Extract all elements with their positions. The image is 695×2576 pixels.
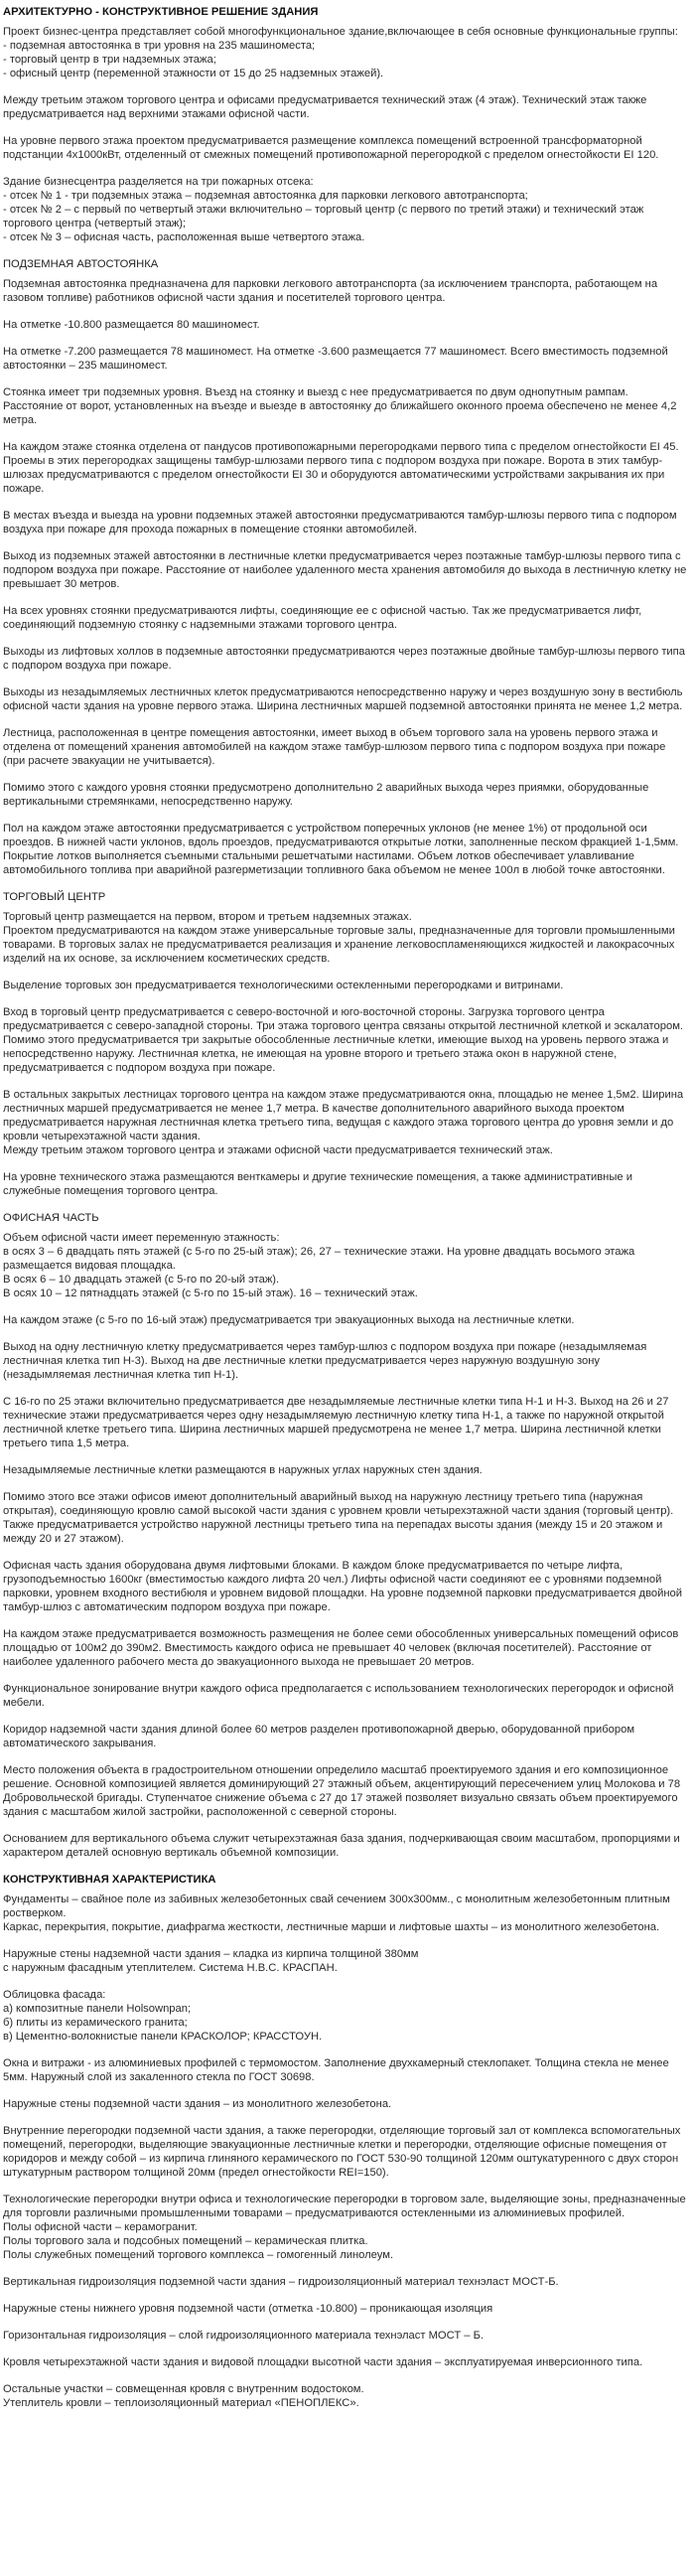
paragraph-line: Кровля четырехэтажной части здания и видовой площадки высотной части здания – эксплуатируемая инверсионного типа. (3, 2356, 643, 2368)
paragraph-line: Между третьим этажом торгового центра и этажами офисной части предусматривается технический этаж. (3, 1144, 553, 1156)
paragraph-line: Вход в торговый центр предусматривается с северо-восточной и юго-восточной стороны. Загрузка торгового центра предусматривается с северо-западной стороны. Три этажа торгового центра связаны открытой лестничной клеткой и эскалатором. Помимо этого предусматривается три закрытые обособленные лестничные клетки, имеющие выход на уровень первого этажа и непосредственно наружу. Лестничная клетка, не имеющая на уровне второго и третьего этажа окон в наружной стене, предусматривается с подпором воздуха при пожаре. (3, 1006, 684, 1074)
paragraph-line: Офисная часть здания оборудована двумя лифтовыми блоками. В каждом блоке предусматривается по четыре лифта, грузоподъемностью 1600кг (вместимостью каждого лифта 20 чел.) Лифты офисной части соединяют ее с уровнями подземной парковки, уровнем входного вестибюля и уровнем видовой площадки. На уровне подземной парковки предусматривается двойной тамбур-шлюз с автоматическим подпором воздуха при пожаре. (3, 1560, 683, 1613)
paragraph-line: - офисный центр (переменной этажности от 15 до 25 надземных этажей). (3, 68, 384, 79)
paragraph-line: Здание бизнесцентра разделяется на три пожарных отсека: (3, 176, 314, 188)
paragraph (3, 2056, 687, 2084)
paragraph-line: Пол на каждом этаже автостоянки предусматривается с устройством поперечных уклонов (не менее 1%) от продольной оси проездов. В нижней части уклонов, вдоль проездов, предусматриваются открытые лотки, заполненные песком фракцией 1-1,5мм. Покрытие лотков выполняется съемными стальными решетчатыми настилами. Объем лотков обеспечивает улавливание автомобильного топлива при аварийной разгерметизации топливного бака объемом не менее 100л в любой точке автостоянки. (3, 823, 679, 876)
section-heading: КОНСТРУКТИВНАЯ ХАРАКТЕРИСТИКА (3, 1874, 216, 1886)
paragraph-line: Фундаменты – свайное поле из забивных железобетонных свай сечением 300х300мм., с монолитным железобетонным плитным ростверком. (3, 1894, 670, 1919)
paragraph-line: На уровне технического этажа размещаются венткамеры и другие технические помещения, а также административные и служебные помещения торгового центра. (3, 1171, 632, 1197)
paragraph (3, 1832, 687, 1860)
paragraph-line: Утеплитель кровли – теплоизоляционный материал «ПЕНОПЛЕКС». (3, 2397, 359, 2409)
paragraph (3, 1988, 687, 2044)
paragraph (3, 509, 687, 536)
subsection-heading: ПОДЗЕМНАЯ АВТОСТОЯНКА (3, 258, 159, 270)
paragraph (3, 910, 687, 966)
paragraph-line: - торговый центр в три надземных этажа; (3, 54, 216, 66)
paragraph (3, 781, 687, 809)
paragraph (3, 685, 687, 713)
paragraph (3, 1005, 687, 1075)
paragraph-line: На каждом этаже (с 5-го по 16-ый этаж) предусматривается три эвакуационных выхода на лестничные клетки. (3, 1314, 575, 1326)
paragraph (3, 726, 687, 768)
paragraph-line: Выделение торговых зон предусматривается технологическими остекленными перегородками и витринами. (3, 980, 564, 991)
paragraph-line: В остальных закрытых лестницах торгового центра на каждом этаже предусматриваются окна, площадью не менее 1,5м2. Ширина лестничных маршей предусматривается не менее 1,7 метра. В качестве дополнительного аварийного выхода проектом предусматривается наружная лестничная клетка третьего типа, ведущая с каждого этажа торгового центра до уровня земли и до кровли четырехэтажной части здания. (3, 1089, 684, 1142)
paragraph-line: Наружные стены надземной части здания – кладка из кирпича толщиной 380мм (3, 1948, 419, 1960)
paragraph (3, 2302, 687, 2316)
paragraph (3, 1395, 687, 1450)
paragraph-line: Помимо этого все этажи офисов имеют дополнительный аварийный выход на наружную лестницу третьего типа (наружная открытая), соединяющую кровлю самой высокой части здания с уровнем кровли четырехэтажной части здания (торговый центр). Также предусматривается устройство наружной лестницы третьего типа на перепадах высоты здания (между 15 и 20 этажом и между 20 и 27 этажом). (3, 1491, 674, 1545)
paragraph (3, 93, 687, 121)
paragraph-line: Облицовка фасада: (3, 1989, 106, 2001)
paragraph-line: Подземная автостоянка предназначена для парковки легкового автотранспорта (за исключением транспорта, работающем на газовом топливе) работников офисной части здания и посетителей торгового центра. (3, 278, 658, 304)
paragraph (3, 822, 687, 877)
paragraph (3, 1463, 687, 1477)
paragraph-line: Помимо этого с каждого уровня стоянки предусмотрено дополнительно 2 аварийных выхода через приямки, оборудованные вертикальными стремянками, непосредственно наружу. (3, 782, 649, 808)
paragraph-line: Полы офисной части – керамогранит. (3, 2221, 198, 2233)
paragraph-line: На отметке -10.800 размещается 80 машиномест. (3, 319, 260, 331)
paragraph (3, 318, 687, 332)
paragraph (3, 2124, 687, 2180)
paragraph-line: Между третьим этажом торгового центра и офисами предусматривается технический этаж (4 этаж). Технический этаж также предусматривается над верхними этажами офисной части. (3, 94, 647, 120)
paragraph-line: В местах въезда и выезда на уровни подземных этажей автостоянки предусматриваются тамбур-шлюзы первого типа с подпором воздуха при пожаре для прохода пожарных в помещение стоянки автомобилей. (3, 510, 677, 535)
paragraph-line: Коридор надземной части здания длиной более 60 метров разделен противопожарной дверью, оборудованной прибором автоматического закрывания. (3, 1724, 635, 1749)
paragraph-line: Незадымляемые лестничные клетки размещаются в наружных углах наружных стен здания. (3, 1464, 483, 1476)
paragraph (3, 25, 687, 80)
subsection-heading: ТОРГОВЫЙ ЦЕНТР (3, 891, 106, 903)
paragraph (3, 134, 687, 162)
paragraph (3, 549, 687, 591)
paragraph-line: Остальные участки – совмещенная кровля с внутренним водостоком. (3, 2383, 364, 2395)
paragraph-line: Технологические перегородки внутри офиса и технологические перегородки в торговом зале, выделяющие зоны, предназначенные для торговли различными промышленными товарами – предусматриваются остекленными из алюминиевых профилей. (3, 2194, 686, 2219)
paragraph (3, 345, 687, 373)
paragraph-line: На каждом этаже предусматривается возможность размещения не более семи обособленных универсальных помещений офисов площадью от 100м2 до 390м2. Вместимость каждого офиса не превышает 40 человек (включая посетителей). Расстояние от наиболее удаленного рабочего места до эвакуационного выхода не превышает 20 метров. (3, 1628, 679, 1668)
paragraph (3, 2193, 687, 2262)
paragraph-line: в осях 3 – 6 двадцать пять этажей (с 5-го по 25-ый этаж); 26, 27 – технические этажи. На уровне двадцать восьмого этажа размещается видовая площадка. (3, 1246, 635, 1272)
paragraph (3, 1170, 687, 1198)
paragraph-line: На всех уровнях стоянки предусматриваются лифты, соединяющие ее с офисной частью. Так же предусматривается лифт, соединяющий подземную стоянку с надземными этажами торгового центра. (3, 605, 642, 631)
paragraph (3, 1893, 687, 1934)
paragraph (3, 277, 687, 305)
paragraph-line: Полы торгового зала и подсобных помещений – керамическая плитка. (3, 2235, 368, 2247)
paragraph (3, 1088, 687, 1157)
paragraph (3, 1231, 687, 1300)
paragraph-line: Выход на одну лестничную клетку предусматривается через тамбур-шлюз с подпором воздуха при пожаре (незадымляемая лестничная клетка тип Н-3). Выход на две лестничные клетки предусматривается через наружную воздушную зону (незадымляемая лестничная клетка тип Н-1). (3, 1341, 647, 1381)
paragraph-line: - отсек № 1 - три подземных этажа – подземная автостоянка для парковки легкового автотранспорта; (3, 190, 528, 202)
paragraph (3, 645, 687, 673)
paragraph-line: Лестница, расположенная в центре помещения автостоянки, имеет выход в объем торгового зала на уровень первого этажа и отделена от помещений хранения автомобилей на каждом этаже тамбур-шлюзом первого типа с подпором воздуха при пожаре (при расчете эвакуации не учитывается). (3, 727, 666, 767)
paragraph-line: На каждом этаже стоянка отделена от пандусов противопожарными перегородками первого типа с пределом огнестойкости EI 45. Проемы в этих перегородках защищены тамбур-шлюзами первого типа с подпором воздуха при пожаре. Ворота в этих тамбур-шлюзах предусматриваются с пределом огнестойкости EI 30 и оборудуются автоматическими устройствами закрывания их при пожаре. (3, 441, 679, 495)
paragraph (3, 2382, 687, 2410)
paragraph-line: Наружные стены подземной части здания – из монолитного железобетона. (3, 2098, 392, 2110)
paragraph-line: В осях 6 – 10 двадцать этажей (с 5-го по 20-ый этаж). (3, 1274, 280, 1286)
section-heading: АРХИТЕКТУРНО - КОНСТРУКТИВНОЕ РЕШЕНИЕ ЗДАНИЯ (3, 6, 319, 18)
paragraph (3, 1947, 687, 1975)
paragraph-line: с наружным фасадным утеплителем. Система Н.В.С. КРАСПАН. (3, 1962, 338, 1974)
paragraph-line: Объем офисной части имеет переменную этажность: (3, 1232, 280, 1244)
paragraph (3, 2275, 687, 2289)
paragraph-line: Проект бизнес-центра представляет собой многофункциональное здание,включающее в себя основные функциональные группы: (3, 26, 678, 38)
paragraph (3, 1723, 687, 1750)
paragraph (3, 1559, 687, 1614)
paragraph-line: - подземная автостоянка в три уровня на 235 машиноместа; (3, 40, 316, 52)
paragraph (3, 2097, 687, 2111)
paragraph-line: Полы служебных помещений торгового комплекса – гомогенный линолеум. (3, 2249, 394, 2261)
paragraph-line: Стоянка имеет три подземных уровня. Въезд на стоянку и выезд с нее предусматривается по двум однопутным рампам. Расстояние от ворот, установленных на въезде и выезде в автостоянку до ближайшего оконного проема обеспечено не менее 4,2 метра. (3, 386, 677, 426)
paragraph (3, 175, 687, 244)
paragraph-line: Внутренние перегородки подземной части здания, а также перегородки, отделяющие торговый зал от комплекса вспомогательных помещений, перегородки, выделяющие эвакуационные лестничные клетки и перегородки, отделяющие офисные помещения от коридоров и между собой – из кирпича глиняного керамического по ГОСТ 530-90 толщиной 120мм оштукатуренного с двух сторон штукатурным раствором толщиной 20мм (предел огнестойкости REI=150). (3, 2125, 681, 2179)
paragraph (3, 2329, 687, 2343)
paragraph-line: Выход из подземных этажей автостоянки в лестничные клетки предусматривается через поэтажные тамбур-шлюзы первого типа с подпором воздуха при пожаре. Расстояние от наиболее удаленного места хранения автомобиля до выхода в лестничную клетку не превышает 30 метров. (3, 550, 687, 590)
paragraph-line: - отсек № 3 – офисная часть, расположенная выше четвертого этажа. (3, 231, 365, 243)
paragraph-line: б) плиты из керамического гранита; (3, 2017, 188, 2029)
paragraph-line: Наружные стены нижнего уровня подземной части (отметка -10.800) – проникающая изоляция (3, 2303, 493, 2315)
paragraph (3, 1340, 687, 1382)
paragraph-line: Выходы из лифтовых холлов в подземные автостоянки предусматриваются через поэтажные двойные тамбур-шлюзы первого типа с подпором воздуха при пожаре. (3, 646, 685, 672)
paragraph-line: Основанием для вертикального объема служит четырехэтажная база здания, подчеркивающая своим масштабом, пропорциями и характером деталей основную вертикаль объемной композиции. (3, 1833, 680, 1859)
paragraph-line: Горизонтальная гидроизоляция – слой гидроизоляционного материала технэласт МОСТ – Б. (3, 2330, 485, 2342)
subsection-heading: ОФИСНАЯ ЧАСТЬ (3, 1212, 99, 1224)
paragraph-line: Функциональное зонирование внутри каждого офиса предполагается с использованием технологических перегородок и офисной мебели. (3, 1683, 674, 1709)
paragraph (3, 1627, 687, 1669)
paragraph (3, 1490, 687, 1546)
paragraph (3, 979, 687, 992)
paragraph-line: Окна и витражи - из алюминиевых профилей с термомостом. Заполнение двухкамерный стеклопакет. Толщина стекла не менее 5мм. Наружный слой из закаленного стекла по ГОСТ 30698. (3, 2057, 669, 2083)
paragraph (3, 604, 687, 632)
paragraph-line: Выходы из незадымляемых лестничных клеток предусматриваются непосредственно наружу и через воздушную зону в вестибюль офисной части здания на уровне первого этажа. Ширина лестничных маршей подземной автостоянки принята не менее 1,2 метра. (3, 686, 683, 712)
paragraph-line: В осях 10 – 12 пятнадцать этажей (с 5-го по 15-ый этаж). 16 – технический этаж. (3, 1288, 418, 1299)
paragraph-line: а) композитные панели Holsownpan; (3, 2003, 192, 2015)
paragraph-line: Торговый центр размещается на первом, втором и третьем надземных этажах. (3, 911, 412, 923)
paragraph (3, 2355, 687, 2369)
paragraph-line: Каркас, перекрытия, покрытие, диафрагма жесткости, лестничные марши и лифтовые шахты – из монолитного железобетона. (3, 1921, 660, 1933)
paragraph (3, 1763, 687, 1819)
paragraph-line: - отсек № 2 – с первый по четвертый этажи включительно – торговый центр (с первого по третий этажи) и технический этаж торгового центра (четвертый этаж); (3, 204, 644, 229)
paragraph-line: Место положения объекта в градостроительном отношении определило масштаб проектируемого здания и его композиционное решение. Основной композицией является доминирующий 27 этажный объем, акцентирующий пересечением улиц Молокова и 78 Добровольческой бригады. Ступенчатое снижение объема с 27 до 17 этажей позволяет визуально связать объем проектируемого здания с масштабом жилой застройки, расположенной с северной стороны. (3, 1764, 681, 1818)
paragraph-line: в) Цементно-волокнистые панели КРАСКОЛОР; КРАССТОУН. (3, 2031, 323, 2043)
paragraph-line: На уровне первого этажа проектом предусматривается размещение комплекса помещений встроенной трансформаторной подстанции 4х1000кВт, отделенный от смежных помещений противопожарной перегородкой с пределом огнестойкости EI 120. (3, 135, 659, 161)
paragraph-line: Вертикальная гидроизоляция подземной части здания – гидроизоляционный материал технэласт МОСТ-Б. (3, 2276, 559, 2288)
paragraph (3, 1682, 687, 1710)
paragraph (3, 1313, 687, 1327)
paragraph (3, 440, 687, 496)
paragraph (3, 385, 687, 427)
paragraph-line: На отметке -7.200 размещается 78 машиномест. На отметке -3.600 размещается 77 машиномест. Всего вместимость подземной автостоянки – 235 машиномест. (3, 346, 668, 372)
paragraph-line: С 16-го по 25 этажи включительно предусматривается две незадымляемые лестничные клетки типа Н-1 и Н-3. Выход на 26 и 27 технические этажи предусматривается через одну незадымляемую лестничную клетку типа Н-1, а также по наружной открытой лестничной клетке третьего типа. Ширина лестничных маршей предусмотрена не менее 1,7 метра. Ширина лестничной клетки третьего типа 1,5 метра. (3, 1396, 669, 1449)
paragraph-line: Проектом предусматриваются на каждом этаже универсальные торговые залы, предназначенные для торговли промышленными товарами. В торговых залах не предусматривается реализация и хранение легковоспламеняющихся жидкостей и лакокрасочных изделий на их основе, за исключением косметических средств. (3, 925, 675, 965)
